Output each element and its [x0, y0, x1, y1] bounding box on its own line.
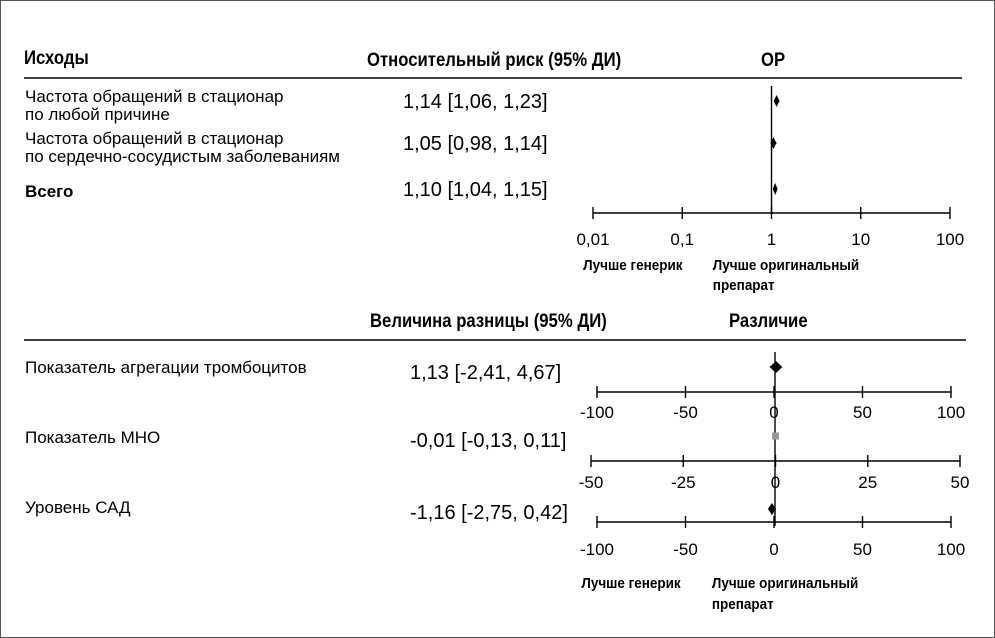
x-axis-tick-label: 100: [936, 403, 966, 422]
header-or: ОР: [761, 49, 786, 71]
x-axis-tick-label: 1: [766, 230, 777, 249]
header-difference: Различие: [729, 310, 808, 332]
outcome-label-line2: по любой причине: [25, 105, 170, 124]
header-difference-ci: Величина разницы (95% ДИ): [370, 310, 607, 332]
x-axis-tick-label: 10: [851, 230, 871, 249]
measure-label: Уровень САД: [25, 498, 131, 517]
outcome-label-line1: Частота обращений в стационар: [25, 87, 284, 106]
estimate-diamond: [770, 361, 783, 373]
x-axis-tick-label: -50: [673, 403, 698, 422]
x-axis-tick-label: 0: [769, 403, 779, 422]
x-axis-tick-label: -100: [579, 403, 615, 422]
outcome-label-line2: по сердечно-сосудистым заболеваниям: [25, 147, 340, 166]
favors-original-label-line2: препарат: [711, 596, 774, 614]
x-axis-tick-label: 25: [858, 473, 878, 492]
x-axis-tick-label: 50: [853, 403, 872, 422]
ci-value: 1,14 [1,06, 1,23]: [403, 91, 548, 113]
outcome-label-line1: Частота обращений в стационар: [25, 129, 284, 148]
x-axis-tick-label: 0: [769, 540, 779, 559]
favors-original-label-line2: препарат: [712, 277, 775, 295]
measure-label: Показатель МНО: [25, 428, 161, 447]
x-axis-tick-label: -100: [579, 540, 615, 559]
x-axis-tick-label: -25: [670, 473, 696, 492]
ci-value: -0,01 [-0,13, 0,11]: [410, 430, 567, 452]
x-axis-tick-label: -50: [578, 473, 604, 492]
favors-original-label-line1: Лучше оригинальный: [711, 575, 859, 593]
outcome-label: Всего: [25, 182, 74, 201]
ci-value: 1,05 [0,98, 1,14]: [403, 133, 548, 155]
ci-value: 1,13 [-2,41, 4,67]: [410, 362, 562, 384]
header-relative-risk-ci: Относительный риск (95% ДИ): [366, 49, 622, 71]
favors-generic-label: Лучше генерик: [583, 257, 683, 275]
estimate-square: [772, 433, 779, 440]
ci-value: 1,10 [1,04, 1,15]: [403, 179, 548, 201]
ci-value: -1,16 [-2,75, 0,42]: [410, 502, 568, 524]
favors-generic-label: Лучше генерик: [581, 575, 681, 593]
x-axis-tick-label: 100: [936, 540, 966, 559]
x-axis-tick-label: 50: [853, 540, 872, 559]
x-axis-tick-label: 0: [770, 473, 781, 492]
measure-label: Показатель агрегации тромбоцитов: [25, 358, 307, 377]
x-axis-tick-label: 50: [950, 473, 970, 492]
header-outcomes: Исходы: [24, 47, 89, 69]
x-axis-tick-label: 0,1: [670, 230, 695, 249]
x-axis-tick-label: 0,01: [576, 230, 610, 249]
x-axis-tick-label: 100: [935, 230, 965, 249]
estimate-diamond: [773, 183, 778, 195]
x-axis-tick-label: -50: [673, 540, 698, 559]
estimate-diamond: [774, 95, 780, 107]
favors-original-label-line1: Лучше оригинальный: [712, 257, 860, 275]
